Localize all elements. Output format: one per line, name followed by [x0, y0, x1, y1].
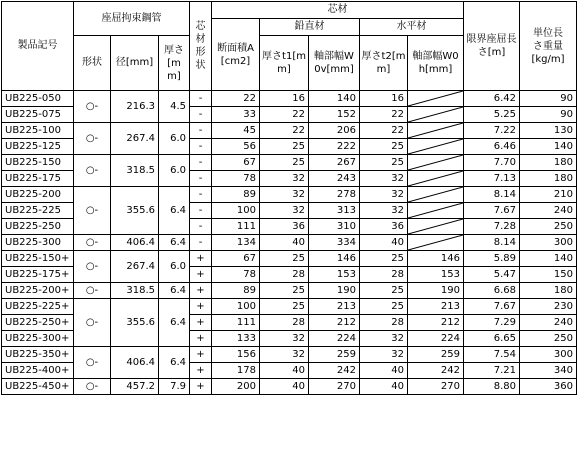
pipe-shape-cell: ○- — [74, 299, 111, 347]
w0v-cell: 213 — [309, 299, 360, 315]
w0v-cell: 224 — [309, 331, 360, 347]
unit-weight-cell: 130 — [520, 123, 577, 139]
t1-cell: 32 — [260, 331, 309, 347]
pipe-diameter-cell: 216.3 — [111, 91, 159, 123]
w0v-cell: 270 — [309, 379, 360, 395]
t2-cell: 32 — [360, 187, 408, 203]
t2-cell: 36 — [360, 219, 408, 235]
w0v-cell: 242 — [309, 363, 360, 379]
pipe-diameter-cell: 318.5 — [111, 155, 159, 187]
w0v-cell: 190 — [309, 283, 360, 299]
t1-cell: 25 — [260, 251, 309, 267]
w0h-na-cell — [408, 235, 464, 251]
t1-cell: 32 — [260, 187, 309, 203]
area-cell: 89 — [212, 283, 260, 299]
table-row — [2, 299, 577, 315]
pipe-diameter-cell: 267.4 — [111, 123, 159, 155]
product-code-cell: UB225-175 — [2, 171, 74, 187]
core-shape-cell: + — [190, 379, 212, 395]
area-cell: 22 — [212, 91, 260, 107]
unit-weight-cell: 180 — [520, 155, 577, 171]
unit-weight-cell: 250 — [520, 219, 577, 235]
pipe-diameter-cell: 406.4 — [111, 347, 159, 379]
t1-cell: 25 — [260, 299, 309, 315]
core-shape-cell: - — [190, 139, 212, 155]
pipe-diameter-cell: 355.6 — [111, 299, 159, 347]
core-shape-cell: + — [190, 251, 212, 267]
t2-cell: 25 — [360, 283, 408, 299]
header-w0v: 軸部幅W0v[mm] — [309, 36, 360, 91]
core-shape-cell: + — [190, 315, 212, 331]
pipe-diameter-cell: 406.4 — [111, 235, 159, 251]
product-code-cell: UB225-150+ — [2, 251, 74, 267]
w0h-cell: 153 — [408, 267, 464, 283]
buckling-length-cell: 7.67 — [464, 299, 520, 315]
t1-cell: 32 — [260, 171, 309, 187]
pipe-shape-cell: ○- — [74, 91, 111, 123]
area-cell: 89 — [212, 187, 260, 203]
core-shape-cell: - — [190, 171, 212, 187]
product-code-cell: UB225-075 — [2, 107, 74, 123]
t2-cell: 25 — [360, 155, 408, 171]
diagonal-slash-icon — [408, 219, 463, 234]
pipe-diameter-cell: 457.2 — [111, 379, 159, 395]
t2-cell: 25 — [360, 139, 408, 155]
core-shape-cell: + — [190, 299, 212, 315]
product-code-cell: UB225-100 — [2, 123, 74, 139]
t2-cell: 22 — [360, 123, 408, 139]
unit-weight-cell: 210 — [520, 187, 577, 203]
core-shape-cell: - — [190, 219, 212, 235]
table-row — [2, 347, 577, 363]
w0v-cell: 259 — [309, 347, 360, 363]
t1-cell: 22 — [260, 107, 309, 123]
w0h-na-cell — [408, 219, 464, 235]
area-cell: 133 — [212, 331, 260, 347]
unit-weight-cell: 140 — [520, 251, 577, 267]
header-core: 芯材 — [212, 2, 464, 19]
core-shape-cell: - — [190, 235, 212, 251]
area-cell: 67 — [212, 155, 260, 171]
core-shape-cell: - — [190, 107, 212, 123]
w0h-na-cell — [408, 107, 464, 123]
area-cell: 33 — [212, 107, 260, 123]
w0v-cell: 278 — [309, 187, 360, 203]
w0v-cell: 243 — [309, 171, 360, 187]
core-shape-cell: - — [190, 155, 212, 171]
product-code-cell: UB225-150 — [2, 155, 74, 171]
buckling-length-cell: 7.21 — [464, 363, 520, 379]
pipe-shape-cell: ○- — [74, 379, 111, 395]
t1-cell: 25 — [260, 155, 309, 171]
w0h-cell: 224 — [408, 331, 464, 347]
buckling-length-cell: 8.14 — [464, 235, 520, 251]
pipe-thickness-cell: 6.4 — [159, 299, 190, 347]
product-code-cell: UB225-450+ — [2, 379, 74, 395]
area-cell: 111 — [212, 219, 260, 235]
buckling-length-cell: 7.54 — [464, 347, 520, 363]
buckling-length-cell: 7.29 — [464, 315, 520, 331]
product-code-cell: UB225-250+ — [2, 315, 74, 331]
w0h-cell: 270 — [408, 379, 464, 395]
t2-cell: 32 — [360, 347, 408, 363]
table-row — [2, 235, 577, 251]
w0h-cell: 190 — [408, 283, 464, 299]
buckling-length-cell: 8.80 — [464, 379, 520, 395]
core-shape-cell: + — [190, 267, 212, 283]
pipe-diameter-cell: 318.5 — [111, 283, 159, 299]
core-shape-cell: - — [190, 187, 212, 203]
w0v-cell: 146 — [309, 251, 360, 267]
w0v-cell: 152 — [309, 107, 360, 123]
w0h-na-cell — [408, 123, 464, 139]
unit-weight-cell: 180 — [520, 171, 577, 187]
t2-cell: 40 — [360, 379, 408, 395]
core-shape-cell: + — [190, 363, 212, 379]
w0v-cell: 313 — [309, 203, 360, 219]
pipe-thickness-cell: 6.0 — [159, 155, 190, 187]
unit-weight-cell: 230 — [520, 299, 577, 315]
t2-cell: 28 — [360, 267, 408, 283]
diagonal-slash-icon — [408, 91, 463, 106]
pipe-thickness-cell: 6.4 — [159, 187, 190, 235]
t1-cell: 22 — [260, 123, 309, 139]
core-shape-cell: + — [190, 283, 212, 299]
t2-cell: 25 — [360, 251, 408, 267]
pipe-shape-cell: ○- — [74, 123, 111, 155]
t2-cell: 25 — [360, 299, 408, 315]
header-diameter: 径[mm] — [111, 36, 159, 91]
table-body — [2, 91, 577, 395]
pipe-thickness-cell: 7.9 — [159, 379, 190, 395]
t1-cell: 32 — [260, 347, 309, 363]
buckling-length-cell: 5.25 — [464, 107, 520, 123]
w0v-cell: 267 — [309, 155, 360, 171]
header-product-code: 製品記号 — [2, 2, 74, 91]
pipe-thickness-cell: 6.4 — [159, 283, 190, 299]
w0h-cell: 212 — [408, 315, 464, 331]
pipe-thickness-cell: 6.4 — [159, 347, 190, 379]
pipe-diameter-cell: 355.6 — [111, 187, 159, 235]
buckling-length-cell: 8.14 — [464, 187, 520, 203]
diagonal-slash-icon — [408, 139, 463, 154]
diagonal-slash-icon — [408, 187, 463, 202]
diagonal-slash-icon — [408, 123, 463, 138]
t1-cell: 16 — [260, 91, 309, 107]
w0h-cell: 213 — [408, 299, 464, 315]
product-code-cell: UB225-200+ — [2, 283, 74, 299]
product-code-cell: UB225-175+ — [2, 267, 74, 283]
area-cell: 45 — [212, 123, 260, 139]
header-w0h: 軸部幅W0h[mm] — [408, 36, 464, 91]
pipe-shape-cell: ○- — [74, 251, 111, 283]
diagonal-slash-icon — [408, 107, 463, 122]
unit-weight-cell: 360 — [520, 379, 577, 395]
w0h-na-cell — [408, 155, 464, 171]
table-row — [2, 379, 577, 395]
area-cell: 100 — [212, 299, 260, 315]
t2-cell: 32 — [360, 171, 408, 187]
w0h-na-cell — [408, 91, 464, 107]
header-vertical: 鉛直材 — [260, 19, 360, 36]
w0v-cell: 153 — [309, 267, 360, 283]
unit-weight-cell: 90 — [520, 107, 577, 123]
unit-weight-cell: 250 — [520, 331, 577, 347]
pipe-shape-cell: ○- — [74, 187, 111, 235]
core-shape-cell: - — [190, 203, 212, 219]
table-row — [2, 283, 577, 299]
header-buckling-length: 限界座屈長さ[m] — [464, 2, 520, 91]
area-cell: 78 — [212, 171, 260, 187]
unit-weight-cell: 90 — [520, 91, 577, 107]
buckling-length-cell: 5.47 — [464, 267, 520, 283]
unit-weight-cell: 340 — [520, 363, 577, 379]
t1-cell: 40 — [260, 235, 309, 251]
product-code-cell: UB225-200 — [2, 187, 74, 203]
pipe-thickness-cell: 6.4 — [159, 235, 190, 251]
area-cell: 100 — [212, 203, 260, 219]
w0v-cell: 206 — [309, 123, 360, 139]
t2-cell: 40 — [360, 235, 408, 251]
buckling-length-cell: 6.42 — [464, 91, 520, 107]
w0h-na-cell — [408, 139, 464, 155]
w0h-cell: 242 — [408, 363, 464, 379]
unit-weight-cell: 150 — [520, 267, 577, 283]
t1-cell: 28 — [260, 267, 309, 283]
buckling-length-cell: 5.89 — [464, 251, 520, 267]
product-spec-table — [1, 1, 577, 395]
header-area: 断面積A[cm2] — [212, 19, 260, 91]
table-row — [2, 155, 577, 171]
pipe-shape-cell: ○- — [74, 235, 111, 251]
w0v-cell: 222 — [309, 139, 360, 155]
core-shape-cell: - — [190, 91, 212, 107]
t2-cell: 40 — [360, 363, 408, 379]
buckling-length-cell: 7.22 — [464, 123, 520, 139]
area-cell: 56 — [212, 139, 260, 155]
t1-cell: 25 — [260, 139, 309, 155]
buckling-length-cell: 6.46 — [464, 139, 520, 155]
header-pipe-thickness: 厚さ[mm] — [159, 36, 190, 91]
pipe-thickness-cell: 6.0 — [159, 123, 190, 155]
buckling-length-cell: 7.67 — [464, 203, 520, 219]
header-t2: 厚さt2[mm] — [360, 36, 408, 91]
product-code-cell: UB225-300+ — [2, 331, 74, 347]
pipe-shape-cell: ○- — [74, 347, 111, 379]
t2-cell: 16 — [360, 91, 408, 107]
core-shape-cell: + — [190, 347, 212, 363]
t2-cell: 32 — [360, 331, 408, 347]
product-code-cell: UB225-350+ — [2, 347, 74, 363]
area-cell: 178 — [212, 363, 260, 379]
pipe-shape-cell: ○- — [74, 155, 111, 187]
unit-weight-cell: 140 — [520, 139, 577, 155]
w0v-cell: 310 — [309, 219, 360, 235]
product-code-cell: UB225-125 — [2, 139, 74, 155]
diagonal-slash-icon — [408, 235, 463, 250]
t2-cell: 28 — [360, 315, 408, 331]
unit-weight-cell: 180 — [520, 283, 577, 299]
unit-weight-cell: 240 — [520, 203, 577, 219]
product-code-cell: UB225-050 — [2, 91, 74, 107]
area-cell: 200 — [212, 379, 260, 395]
buckling-length-cell: 6.65 — [464, 331, 520, 347]
w0h-na-cell — [408, 171, 464, 187]
t1-cell: 25 — [260, 283, 309, 299]
unit-weight-cell: 240 — [520, 315, 577, 331]
t1-cell: 28 — [260, 315, 309, 331]
product-code-cell: UB225-250 — [2, 219, 74, 235]
diagonal-slash-icon — [408, 155, 463, 170]
table-row — [2, 123, 577, 139]
t1-cell: 40 — [260, 379, 309, 395]
buckling-length-cell: 7.70 — [464, 155, 520, 171]
header-core-shape: 芯材形状 — [190, 2, 212, 91]
table-row — [2, 91, 577, 107]
w0v-cell: 140 — [309, 91, 360, 107]
diagonal-slash-icon — [408, 203, 463, 218]
pipe-thickness-cell: 4.5 — [159, 91, 190, 123]
table-row — [2, 251, 577, 267]
area-cell: 156 — [212, 347, 260, 363]
product-code-cell: UB225-300 — [2, 235, 74, 251]
buckling-length-cell: 7.28 — [464, 219, 520, 235]
buckling-length-cell: 7.13 — [464, 171, 520, 187]
unit-weight-cell: 300 — [520, 347, 577, 363]
t2-cell: 32 — [360, 203, 408, 219]
core-shape-cell: - — [190, 123, 212, 139]
w0h-na-cell — [408, 187, 464, 203]
diagonal-slash-icon — [408, 171, 463, 186]
w0v-cell: 212 — [309, 315, 360, 331]
product-code-cell: UB225-225+ — [2, 299, 74, 315]
pipe-shape-cell: ○- — [74, 283, 111, 299]
header-horizontal: 水平材 — [360, 19, 464, 36]
t2-cell: 22 — [360, 107, 408, 123]
t1-cell: 36 — [260, 219, 309, 235]
w0v-cell: 334 — [309, 235, 360, 251]
t1-cell: 32 — [260, 203, 309, 219]
buckling-length-cell: 6.68 — [464, 283, 520, 299]
header-shape: 形状 — [74, 36, 111, 91]
product-code-cell: UB225-400+ — [2, 363, 74, 379]
header-unit-weight: 単位長さ重量[kg/m] — [520, 2, 577, 91]
w0h-cell: 146 — [408, 251, 464, 267]
header-t1: 厚さt1[mm] — [260, 36, 309, 91]
header-steel-pipe: 座屈拘束鋼管 — [74, 2, 190, 36]
core-shape-cell: + — [190, 331, 212, 347]
area-cell: 67 — [212, 251, 260, 267]
unit-weight-cell: 300 — [520, 235, 577, 251]
w0h-cell: 259 — [408, 347, 464, 363]
t1-cell: 40 — [260, 363, 309, 379]
product-code-cell: UB225-225 — [2, 203, 74, 219]
area-cell: 78 — [212, 267, 260, 283]
pipe-thickness-cell: 6.0 — [159, 251, 190, 283]
table-row — [2, 187, 577, 203]
w0h-na-cell — [408, 203, 464, 219]
pipe-diameter-cell: 267.4 — [111, 251, 159, 283]
area-cell: 134 — [212, 235, 260, 251]
area-cell: 111 — [212, 315, 260, 331]
